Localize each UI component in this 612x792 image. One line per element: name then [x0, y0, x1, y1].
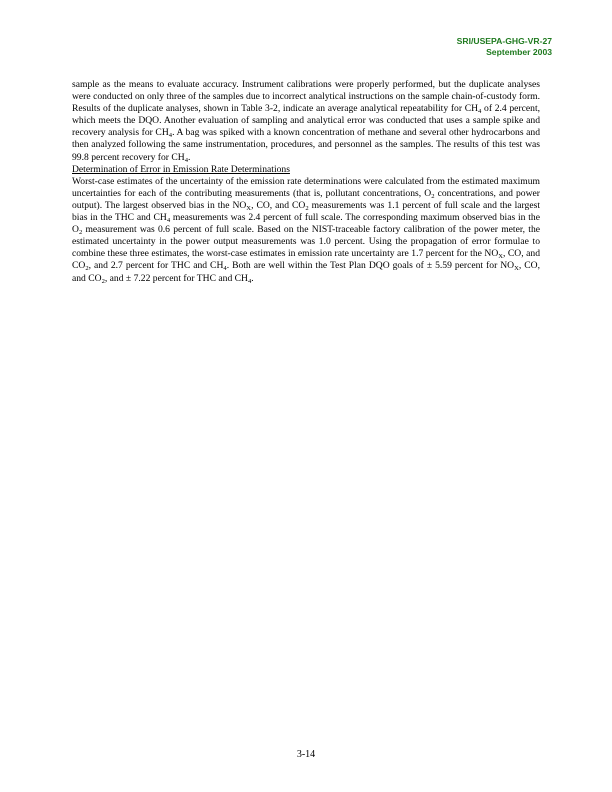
text-run: measurement was 0.6 percent of full scale. Based on the NIST-traceable factory calibration of the power meter, the estimated uncertainty in the power output measurements was 1.0 percent. Using the propagation of error formulae to combine these three estimates, the worst-case estimates in emission rate uncertainty are 1.7 percent for the NO [72, 224, 540, 260]
text-run: . Both are well within the Test Plan DQO goals of ± 5.59 percent for NO [226, 260, 515, 272]
text-run: . [187, 151, 191, 163]
text-run: , and 2.7 percent for THC and CH [88, 260, 224, 272]
text-run: , CO, and CO [251, 199, 306, 211]
text-run: measurements was 1.1 percent of full scale and the largest bias in the THC and CH [72, 199, 541, 224]
subscript: 4 [247, 277, 252, 285]
text-run: , and ± 7.22 percent for THC and CH [104, 272, 248, 284]
text-run: measurements was 2.4 percent of full scale. The corresponding maximum observed bias in the O [72, 212, 540, 236]
subscript: X [514, 265, 519, 273]
report-id: SRI/USEPA-GHG-VR-27 [456, 36, 552, 46]
report-header [457, 36, 552, 58]
text-run: , CO, and CO [72, 260, 540, 284]
subscript: X [498, 253, 504, 261]
text-run: , CO, and CO [72, 248, 540, 272]
subscript: 4 [223, 265, 227, 273]
text-run: . [251, 272, 254, 284]
subscript: 2 [431, 192, 435, 200]
page-body [72, 79, 540, 285]
subscript: 4 [168, 132, 173, 140]
subscript: 2 [85, 265, 89, 273]
subscript: 2 [78, 229, 83, 237]
page-number: 3-14 [296, 749, 316, 760]
section-heading: Determination of Error in Emission Rate Determinations [72, 163, 290, 175]
text-run: sample as the means to evaluate accuracy. Instrument calibrations were properly performed, but the duplicate analyses were conducted on only three of the samples due to incorrect analytical instructions on the sample chain-of-custody form. Results of the duplicate analyses, shown in Table 3-2, indicate an average analytical repeatability for CH [72, 79, 540, 115]
text-run: concentrations, and power output). The largest observed bias in the NO [72, 187, 540, 211]
text-run: . A bag was spiked with a known concentration of methane and several other hydrocarbons and then analyzed following the same instrumentation, procedures, and personnel as the samples. The results of this test was 99.8 percent recovery for CH [72, 127, 540, 163]
subscript: 2 [101, 277, 105, 285]
report-date: September 2003 [486, 47, 552, 57]
subscript: X [246, 204, 252, 212]
subscript: 2 [305, 204, 309, 212]
paragraph-accuracy [72, 79, 540, 164]
paragraph-error-estimates [72, 176, 540, 285]
text-run: of 2.4 percent, which meets the DQO. Another evaluation of sampling and analytical error was conducted that uses a sample spike and recovery analysis for CH [72, 103, 541, 139]
subscript: 4 [478, 108, 482, 116]
subscript: 4 [166, 217, 171, 225]
text-run: Worst-case estimates of the uncertainty of the emission rate determinations were calculated from the estimated maximum uncertainties for each of the contributing measurements (that is, pollutant concentrations, O [72, 175, 540, 199]
subscript: 4 [184, 156, 188, 164]
